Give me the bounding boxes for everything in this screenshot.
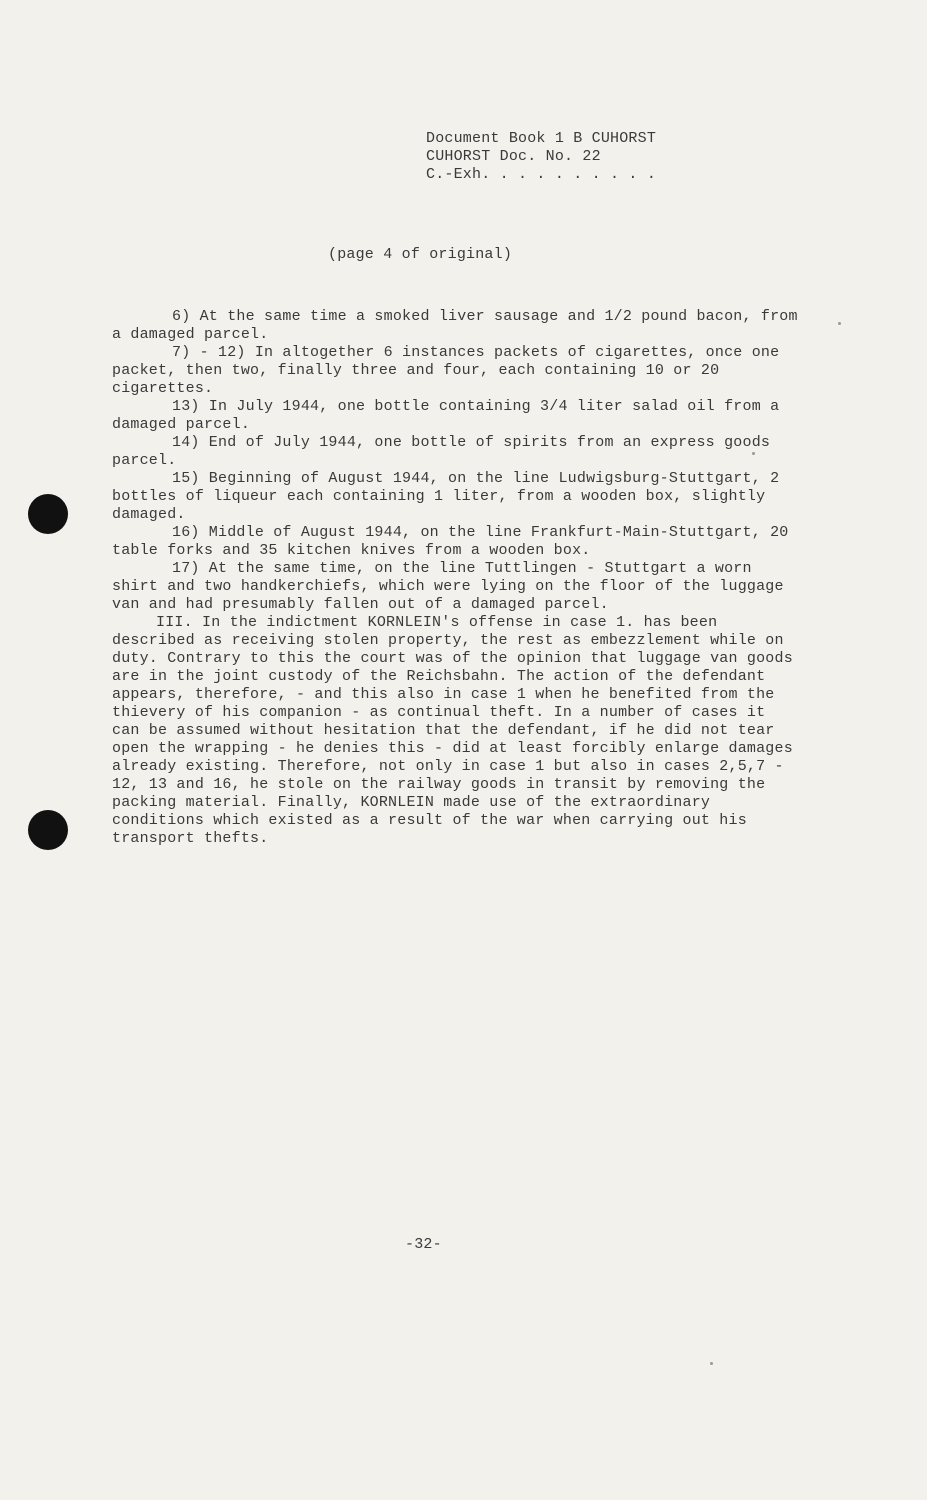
- paper-speck: [710, 1362, 713, 1365]
- header-document-book: Document Book 1 B CUHORST: [426, 130, 657, 147]
- header-doc-number: CUHORST Doc. No. 22: [426, 148, 601, 165]
- page-of-original-label: (page 4 of original): [328, 246, 513, 263]
- header-exhibit: C.-Exh. . . . . . . . . .: [426, 166, 657, 183]
- paper-speck: [752, 452, 755, 455]
- paragraph-item-14: 14) End of July 1944, one bottle of spirits from an express goods parcel.: [112, 434, 771, 469]
- paragraph-item-15: 15) Beginning of August 1944, on the line Ludwigsburg-Stuttgart, 2 bottles of liqueur each containing 1 liter, from a wooden box, slightly damaged.: [112, 470, 780, 523]
- paragraph-items-7-12: 7) - 12) In altogether 6 instances packets of cigarettes, once one packet, then two, finally three and four, each containing 10 or 20 cigarettes.: [112, 344, 780, 397]
- page-number: -32-: [405, 1236, 442, 1253]
- punch-hole-lower: [28, 810, 68, 850]
- paragraph-item-17: 17) At the same time, on the line Tuttlingen - Stuttgart a worn shirt and two handkerchiefs, which were lying on the floor of the luggage van and had presumably fallen out of a damaged parcel.: [112, 560, 784, 613]
- paragraph-item-13: 13) In July 1944, one bottle containing 3/4 liter salad oil from a damaged parcel.: [112, 398, 780, 433]
- punch-hole-upper: [28, 494, 68, 534]
- paper-speck: [838, 322, 841, 325]
- document-header: [426, 130, 656, 184]
- paragraph-section-iii: III. In the indictment KORNLEIN's offense in case 1. has been described as receiving stolen property, the rest as embezzlement while on duty. Contrary to this the court was of the opinion that luggage van goods are in the joint custody of the Reichsbahn. The action of the defendant appears, therefore, - and this also in case 1 when he benefited from the thievery of his companion - as continual theft. In a number of cases it can be assumed without hesitation that the defendant, if he did not tear open the wrapping - he denies this - did at least forcibly enlarge damages already existing. Therefore, not only in case 1 but also in cases 2,5,7 - 12, 13 and 16, he stole on the railway goods in transit by removing the packing material. Finally, KORNLEIN made use of the extraordinary conditions which existed as a result of the war when carrying out his transport thefts.: [112, 614, 793, 847]
- paragraph-item-6: 6) At the same time a smoked liver sausage and 1/2 pound bacon, from a damaged parcel.: [112, 308, 798, 343]
- paragraph-item-16: 16) Middle of August 1944, on the line Frankfurt-Main-Stuttgart, 20 table forks and 35 kitchen knives from a wooden box.: [112, 524, 789, 559]
- document-body: [112, 308, 802, 848]
